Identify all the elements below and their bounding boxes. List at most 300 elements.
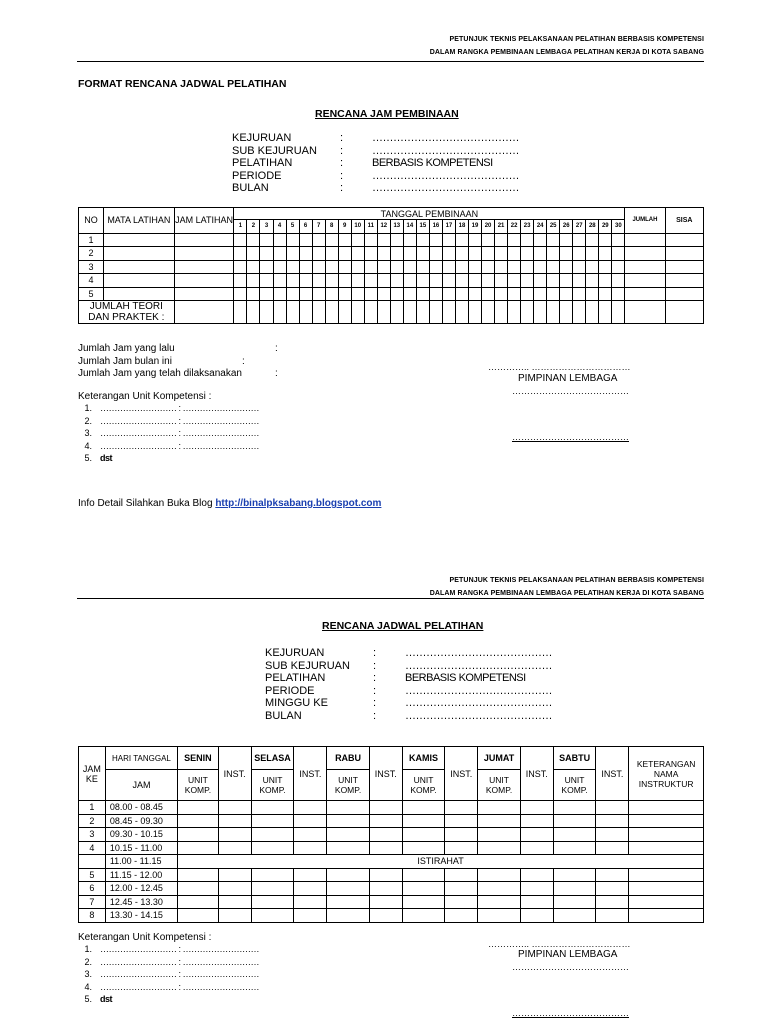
day-number: 19 — [468, 220, 481, 234]
table-cell — [369, 828, 402, 842]
table-cell — [520, 841, 553, 855]
meta-colon: : — [373, 697, 377, 710]
day-header-2: RABU — [327, 747, 370, 770]
time-cell: 09.30 - 10.15 — [105, 828, 177, 842]
table-cell — [273, 260, 286, 274]
page1-doc-title: RENCANA JAM PEMBINAAN — [315, 108, 459, 120]
table-cell — [218, 895, 251, 909]
table-cell — [596, 828, 629, 842]
table-cell — [390, 301, 403, 324]
table-cell — [390, 233, 403, 247]
jam-ke-cell: 8 — [79, 909, 106, 923]
table-cell — [218, 882, 251, 896]
table-cell — [247, 301, 260, 324]
table-cell — [586, 260, 599, 274]
table-cell — [547, 274, 560, 288]
table-cell — [402, 841, 445, 855]
table-cell — [521, 260, 534, 274]
table-cell — [596, 814, 629, 828]
table-cell — [402, 814, 445, 828]
jam-ke-cell: 7 — [79, 895, 106, 909]
table-cell — [325, 247, 338, 261]
table-cell — [416, 247, 429, 261]
table-cell — [560, 260, 573, 274]
day-number: 13 — [390, 220, 403, 234]
info-text: Info Detail Silahkan Buka Blog — [78, 498, 216, 509]
meta-label: PELATIHAN — [232, 157, 293, 170]
table-cell — [312, 287, 325, 301]
table-cell — [520, 801, 553, 815]
table-cell — [478, 909, 521, 923]
list-text: ……………………… : ……………………… — [100, 440, 260, 451]
table-row — [79, 233, 704, 247]
table-cell — [445, 895, 478, 909]
table-cell — [325, 287, 338, 301]
time-cell: 08.00 - 08.45 — [105, 801, 177, 815]
table-cell — [612, 287, 625, 301]
table-cell — [468, 260, 481, 274]
table-cell — [312, 274, 325, 288]
inst-header-4: INST. — [520, 747, 553, 801]
table-cell — [104, 287, 175, 301]
table-cell — [629, 828, 704, 842]
table-cell — [478, 895, 521, 909]
time-cell: 13.30 - 14.15 — [105, 909, 177, 923]
table-cell — [377, 247, 390, 261]
table-cell — [325, 260, 338, 274]
meta-colon: : — [373, 672, 377, 685]
table-cell — [273, 233, 286, 247]
table-cell — [596, 895, 629, 909]
table-row — [79, 287, 704, 301]
table-cell — [402, 868, 445, 882]
table-cell — [104, 233, 175, 247]
col-sisa-header: SISA — [665, 208, 703, 234]
table-cell — [442, 260, 455, 274]
table-cell — [429, 247, 442, 261]
table-cell — [377, 301, 390, 324]
list-text: ……………………… : ……………………… — [100, 944, 260, 954]
table-cell — [573, 233, 586, 247]
table-cell — [547, 233, 560, 247]
table-cell — [299, 287, 312, 301]
table-cell — [377, 260, 390, 274]
table-cell — [482, 247, 495, 261]
table-cell — [234, 247, 247, 261]
table-cell — [247, 287, 260, 301]
table-cell — [390, 274, 403, 288]
inst-header-3: INST. — [445, 747, 478, 801]
meta-value: …………………………………… — [405, 684, 552, 697]
table-cell — [629, 868, 704, 882]
table-cell — [338, 260, 351, 274]
table-cell — [612, 301, 625, 324]
table-cell — [586, 274, 599, 288]
list-number: 2. — [84, 956, 92, 967]
col-no-header: NO — [79, 208, 104, 234]
table-cell — [325, 233, 338, 247]
list-number: 5. — [84, 453, 92, 463]
meta-colon: : — [373, 709, 377, 722]
time-cell: 08.45 - 09.30 — [105, 814, 177, 828]
list-item — [72, 452, 259, 465]
table-cell — [445, 801, 478, 815]
meta-value: …………………………………… — [405, 659, 552, 672]
table-cell — [612, 233, 625, 247]
table-cell — [294, 909, 327, 923]
table-cell — [665, 247, 703, 261]
table-cell — [573, 247, 586, 261]
table-cell — [612, 260, 625, 274]
table-cell — [478, 841, 521, 855]
table-cell — [286, 301, 299, 324]
table-row — [79, 801, 704, 815]
meta-colon: : — [340, 157, 344, 170]
table-cell — [364, 233, 377, 247]
table-cell — [338, 247, 351, 261]
jam-ke-cell: 3 — [79, 828, 106, 842]
table-cell — [251, 868, 294, 882]
inst-header-1: INST. — [294, 747, 327, 801]
table-cell — [445, 909, 478, 923]
table-cell — [599, 287, 612, 301]
table-cell — [416, 260, 429, 274]
list-item — [72, 402, 259, 415]
table-cell — [294, 828, 327, 842]
table-cell — [468, 274, 481, 288]
list-number: 4. — [84, 440, 92, 451]
table-cell — [495, 274, 508, 288]
table-cell — [599, 233, 612, 247]
table-cell — [553, 909, 596, 923]
table-cell — [508, 274, 521, 288]
inst-header-5: INST. — [596, 747, 629, 801]
table-cell — [599, 301, 612, 324]
meta-colon: : — [340, 182, 344, 195]
row-number: 3 — [79, 260, 104, 274]
table-cell — [625, 287, 665, 301]
table-cell — [178, 828, 219, 842]
table-cell — [586, 247, 599, 261]
list-text: dst — [100, 994, 112, 1004]
table-cell — [429, 274, 442, 288]
jam-ke-cell: 4 — [79, 841, 106, 855]
table-cell — [596, 909, 629, 923]
table-cell — [247, 260, 260, 274]
table-cell — [468, 301, 481, 324]
time-cell: 10.15 - 11.00 — [105, 841, 177, 855]
list-text: ……………………… : ……………………… — [100, 415, 260, 426]
blog-link[interactable]: http://binalpksabang.blogspot.com — [215, 498, 382, 509]
info-line — [78, 498, 381, 509]
list-number: 3. — [84, 428, 92, 438]
table-cell — [312, 247, 325, 261]
table-cell — [294, 868, 327, 882]
inst-header-2: INST. — [369, 747, 402, 801]
table-cell — [442, 233, 455, 247]
page1-header — [430, 33, 704, 59]
table-cell — [534, 287, 547, 301]
table-cell — [508, 301, 521, 324]
table-cell — [586, 287, 599, 301]
table-cell — [553, 868, 596, 882]
table-cell — [364, 287, 377, 301]
table-cell — [286, 247, 299, 261]
table-cell — [495, 301, 508, 324]
table-cell — [312, 301, 325, 324]
table-cell — [534, 260, 547, 274]
time-cell: 12.00 - 12.45 — [105, 882, 177, 896]
table-cell — [218, 801, 251, 815]
table-cell — [629, 909, 704, 923]
summary-row — [78, 356, 278, 369]
table-cell — [553, 895, 596, 909]
table-cell — [665, 233, 703, 247]
meta-value: …………………………………… — [405, 709, 552, 722]
meta-value: …………………………………… — [405, 697, 552, 710]
page2-meta-block — [265, 647, 552, 723]
meta-colon: : — [340, 169, 344, 182]
table-cell — [534, 274, 547, 288]
table-cell — [351, 301, 364, 324]
table-cell — [521, 233, 534, 247]
day-number: 10 — [351, 220, 364, 234]
page1-meta-block — [232, 132, 519, 195]
table-row — [79, 882, 704, 896]
table-cell — [403, 274, 416, 288]
table-cell — [478, 868, 521, 882]
row-number: 4 — [79, 274, 104, 288]
table-cell — [403, 233, 416, 247]
table-cell — [251, 882, 294, 896]
page1-sign-place: ………….. …………………………… — [488, 362, 631, 372]
table-cell — [294, 882, 327, 896]
table-cell — [534, 301, 547, 324]
table-cell — [478, 828, 521, 842]
jam-pembinaan-table — [78, 207, 704, 324]
table-cell — [495, 260, 508, 274]
table-cell — [520, 868, 553, 882]
page2-header-line2: DALAM RANGKA PEMBINAAN LEMBAGA PELATIHAN KERJA DI KOTA SABANG — [429, 590, 704, 597]
table-cell — [327, 801, 370, 815]
table-cell — [521, 247, 534, 261]
table-cell — [351, 287, 364, 301]
table-row — [79, 855, 704, 869]
table-cell — [596, 868, 629, 882]
meta-row — [265, 685, 552, 698]
row-number: 5 — [79, 287, 104, 301]
table-cell — [416, 287, 429, 301]
table-cell — [521, 274, 534, 288]
list-item — [72, 427, 259, 440]
table-cell — [351, 233, 364, 247]
page2-doc-title: RENCANA JADWAL PELATIHAN — [322, 620, 484, 632]
page2-header-rule — [77, 598, 704, 599]
table-cell — [429, 233, 442, 247]
table-cell — [351, 260, 364, 274]
table-cell — [429, 301, 442, 324]
col-mata-latihan-header: MATA LATIHAN — [104, 208, 175, 234]
list-item — [72, 993, 259, 1006]
table-cell — [553, 828, 596, 842]
table-cell — [338, 274, 351, 288]
table-row — [79, 260, 704, 274]
page1-ket-title: Keterangan Unit Kompetensi : — [78, 391, 212, 402]
table-cell — [369, 814, 402, 828]
list-item — [72, 956, 259, 969]
table-cell — [178, 868, 219, 882]
table-cell — [338, 287, 351, 301]
jam-summary — [78, 343, 278, 381]
table-cell — [377, 287, 390, 301]
table-cell — [629, 882, 704, 896]
table-cell — [455, 301, 468, 324]
table-cell — [294, 814, 327, 828]
table-cell — [560, 274, 573, 288]
list-number: 1. — [84, 403, 92, 413]
table-cell — [478, 801, 521, 815]
table-cell — [104, 247, 175, 261]
page1-sign-dots: ………………………………… — [512, 386, 629, 396]
table-cell — [445, 882, 478, 896]
meta-label: BULAN — [232, 182, 269, 195]
format-title: FORMAT RENCANA JADWAL PELATIHAN — [78, 78, 287, 90]
table-cell — [442, 301, 455, 324]
table-cell — [260, 247, 273, 261]
inst-header-0: INST. — [218, 747, 251, 801]
meta-value: …………………………………… — [372, 182, 519, 195]
day-number: 15 — [416, 220, 429, 234]
unit-header-5: UNIT KOMP. — [553, 770, 596, 801]
table-cell — [665, 287, 703, 301]
table-row — [79, 895, 704, 909]
table-cell — [218, 841, 251, 855]
table-cell — [260, 287, 273, 301]
table-cell — [178, 909, 219, 923]
col-tanggal-header: TANGGAL PEMBINAAN — [234, 208, 625, 220]
meta-value: …………………………………… — [372, 169, 519, 182]
day-number: 11 — [364, 220, 377, 234]
table-row — [79, 274, 704, 288]
table-cell — [402, 801, 445, 815]
jam-ke-cell — [79, 855, 106, 869]
day-number: 1 — [234, 220, 247, 234]
meta-value: BERBASIS KOMPETENSI — [372, 157, 493, 170]
jam-ke-cell: 6 — [79, 882, 106, 896]
table-cell — [364, 301, 377, 324]
table-cell — [560, 233, 573, 247]
table-cell — [174, 260, 234, 274]
summary-label: Jumlah Jam bulan ini — [78, 355, 172, 367]
day-number: 9 — [338, 220, 351, 234]
table-row — [79, 841, 704, 855]
table-cell — [402, 895, 445, 909]
time-cell: 11.00 - 11.15 — [105, 855, 177, 869]
table-cell — [104, 274, 175, 288]
table-cell — [625, 260, 665, 274]
meta-colon: : — [340, 132, 344, 144]
table-cell — [665, 274, 703, 288]
table-cell — [369, 882, 402, 896]
table-cell — [299, 274, 312, 288]
table-cell — [260, 260, 273, 274]
table-cell — [612, 274, 625, 288]
meta-value: …………………………………… — [405, 647, 552, 659]
table-cell — [294, 801, 327, 815]
break-cell: ISTIRAHAT — [178, 855, 704, 869]
table-cell — [442, 274, 455, 288]
table-cell — [547, 301, 560, 324]
table-cell — [299, 233, 312, 247]
table-cell — [629, 841, 704, 855]
table-cell — [273, 247, 286, 261]
table-cell — [482, 260, 495, 274]
row-number: 1 — [79, 233, 104, 247]
table-cell — [468, 287, 481, 301]
table-cell — [547, 247, 560, 261]
table-cell — [599, 247, 612, 261]
jadwal-pelatihan-table — [78, 746, 704, 923]
meta-row — [232, 157, 519, 170]
table-cell — [390, 287, 403, 301]
list-number: 3. — [84, 969, 92, 979]
table-cell — [327, 841, 370, 855]
table-cell — [251, 841, 294, 855]
table-cell — [553, 814, 596, 828]
table-cell — [403, 260, 416, 274]
table-cell — [508, 247, 521, 261]
table-cell — [273, 301, 286, 324]
table-cell — [286, 233, 299, 247]
table-cell — [478, 814, 521, 828]
meta-row — [232, 182, 519, 195]
day-number: 2 — [247, 220, 260, 234]
table-cell — [286, 260, 299, 274]
table-cell — [178, 801, 219, 815]
summary-colon: : — [275, 368, 278, 379]
table-cell — [218, 828, 251, 842]
table-cell — [478, 882, 521, 896]
table-cell — [178, 882, 219, 896]
table-cell — [260, 301, 273, 324]
table-cell — [665, 301, 703, 324]
day-number: 3 — [260, 220, 273, 234]
table-cell — [174, 233, 234, 247]
table-cell — [286, 274, 299, 288]
day-number: 12 — [377, 220, 390, 234]
table-cell — [402, 909, 445, 923]
day-number: 17 — [442, 220, 455, 234]
page2-header — [430, 574, 704, 600]
table-cell — [286, 287, 299, 301]
table-cell — [521, 287, 534, 301]
day-header-3: KAMIS — [402, 747, 445, 770]
table-cell — [596, 841, 629, 855]
table-cell — [251, 909, 294, 923]
table-cell — [520, 882, 553, 896]
table-cell — [495, 287, 508, 301]
table-cell — [547, 287, 560, 301]
day-number: 30 — [612, 220, 625, 234]
page1-sign-name: ………………………………… — [512, 432, 629, 442]
unit-header-2: UNIT KOMP. — [327, 770, 370, 801]
day-number: 8 — [325, 220, 338, 234]
list-item — [72, 415, 259, 428]
meta-row — [265, 710, 552, 723]
table-cell — [445, 814, 478, 828]
page2-sign-place: ………….. …………………………… — [488, 939, 631, 949]
table-cell — [364, 247, 377, 261]
